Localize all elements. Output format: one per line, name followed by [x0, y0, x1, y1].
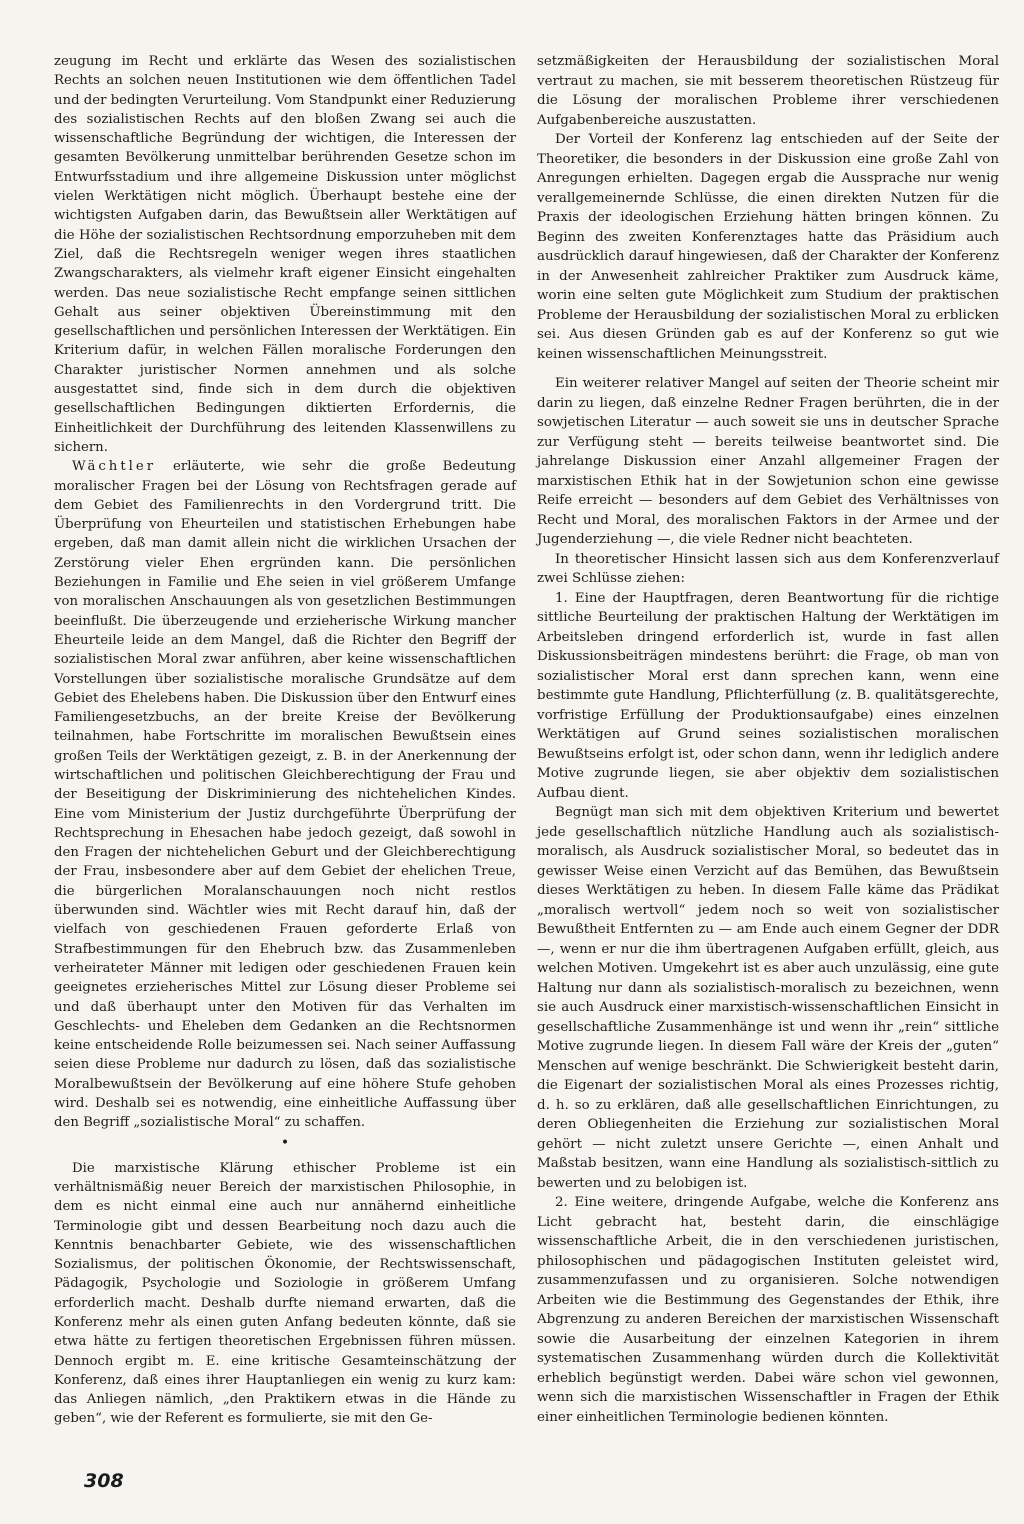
paragraph: In theoretischer Hinsicht lassen sich aus dem Konferenzverlauf zwei Schlüsse ziehen: [537, 551, 999, 586]
paragraph: Ein weiterer relativer Mangel auf seiten der Theorie scheint mir darin zu liegen, daß einzelne Redner Fragen berührten, die in der sowjetischen Literatur — auch soweit sie uns in deutscher Sprache zur Verfügung steht — bereits teilweise beantwortet sind. Die jahrelange Diskussion einer Anzahl allgemeiner Fragen der marxistischen Ethik hat in der Sowjetunion schon eine gewisse Reife erreicht — besonders auf dem Gebiet des Verhältnisses von Recht und Moral, des moralischen Faktors in der Armee und der Jugenderziehung —, die viele Redner nicht beachteten. [537, 376, 999, 547]
paragraph: zeugung im Recht und erklärte das Wesen des sozialistischen Rechts an solchen neuen Institutionen wie dem öffentlichen Tadel und der bedingten Verurteilung. Vom Standpunkt einer Reduzierung des sozialistischen Rechts auf den bloßen Zwang sei auch die wissenschaftliche Begründung der wichtigen, die Interessen der gesamten Bevölkerung unmittelbar berührenden Gesetze schon im Entwurfsstadium und ihre allgemeine Diskussion unter möglichst vielen Werktätigen nicht möglich. Überhaupt bestehe eine der wichtigsten Aufgaben darin, das Bewußtsein aller Werktätigen auf die Höhe der sozialistischen Rechtsordnung emporzuheben mit dem Ziel, daß die Rechtsregeln weniger wegen ihres staatlichen Zwangscharakters, als vielmehr kraft eigener Einsicht eingehalten werden. Das neue sozialistische Recht empfange seinen sittlichen Gehalt aus seiner objektiven Übereinstimmung mit den gesellschaftlichen und persönlichen Interessen der Werktätigen. Ein Kriterium dafür, in welchen Fällen moralische Forderungen den Charakter juristischer Normen annehmen und als solche ausgestattet sind, finde sich in dem durch die objektiven gesellschaftlichen Bedingungen diktierten Erfordernis, die Einheitlichkeit der Durchführung des leitenden Klassenwillens zu sichern. [54, 54, 516, 455]
section-separator: • [280, 1134, 290, 1151]
page-number: 308 [84, 1470, 124, 1492]
left-column [54, 52, 516, 1429]
right-column [537, 52, 999, 1427]
paragraph: 1. Eine der Hauptfragen, deren Beantwortung für die richtige sittliche Beurteilung der praktischen Haltung der Werktätigen im Arbeitsleben dringend erforderlich ist, wurde in fast allen Diskussionsbeiträgen mindestens berührt: die Frage, ob man von sozialistischer Moral erst dann sprechen kann, wenn eine bestimmte gute Handlung, Pflichterfüllung (z. B. qualitätsgerechte, vorfristige Erfüllung der Produktionsaufgabe) eines einzelnen Werktätigen auf Grund seines sozialistischen moralischen Bewußtseins erfolgt ist, oder schon dann, wenn ihr lediglich andere Motive zugrunde liegen, sie aber objektiv dem sozialistischen Aufbau dient. [537, 590, 999, 801]
paragraph-text: erläuterte, wie sehr die große Bedeutung moralischer Fragen bei der Lösung von Rechtsfragen gerade auf dem Gebiet des Familienrechts in den Vordergrund tritt. Die Überprüfung von Eheurteilen und statistischen Erhebungen habe ergeben, daß man damit allein nicht die wirklichen Ursachen der Zerstörung vieler Ehen ergründen kann. Die persönlichen Beziehungen in Familie und Ehe seien in viel größerem Umfange von moralischen Anschauungen als von gesetzlichen Bestimmungen beeinflußt. Die überzeugende und erzieherische Wirkung mancher Eheurteile leide an dem Mangel, daß die Richter den Begriff der sozialistischen Moral zwar anführen, aber keine wissenschaftlichen Vorstellungen über sozialistische moralische Grundsätze auf dem Gebiet des Ehelebens haben. Die Diskussion über den Entwurf eines Familiengesetzbuchs, an der breite Kreise der Bevölkerung teilnahmen, habe Fortschritte im moralischen Bewußtsein eines großen Teils der Werktätigen gezeigt, z. B. in der Anerkennung der wirtschaftlichen und politischen Gleichberechtigung der Frau und der Beseitigung der Diskriminierung des nichtehelichen Kindes. Eine vom Ministerium der Justiz durchgeführte Überprüfung der Rechtsprechung in Ehesachen habe jedoch gezeigt, daß sowohl in den Fragen der nichtehelichen Geburt und der Gleichberechtigung der Frau, insbesondere aber auf dem Gebiet der ehelichen Treue, die bürgerlichen Moralanschauungen noch nicht restlos überwunden sind. Wächtler wies mit Recht darauf hin, daß der vielfach von geschiedenen Frauen geforderte Erlaß von Strafbestimmungen für den Ehebruch bzw. das Zusammenleben verheirateter Männer mit ledigen oder geschiedenen Frauen kein geeignetes erzieherisches Mittel zur Lösung dieser Probleme sei und daß überhaupt unter den Motiven für das Verhalten im Geschlechts- und Eheleben dem Gedanken an die Rechtsnormen keine entscheidende Rolle beizumessen sei. Nach seiner Auffassung seien diese Probleme nur dadurch zu lösen, daß das sozialistische Moralbewußtsein der Bevölkerung auf eine höhere Stufe gehoben wird. Deshalb sei es notwendig, eine einheitliche Auffassung über den Begriff „sozialistische Moral“ zu schaffen. [54, 459, 516, 1131]
paragraph: Begnügt man sich mit dem objektiven Kriterium und bewertet jede gesellschaftlich nützliche Handlung auch als sozialistisch-moralisch, als Ausdruck sozialistischer Moral, so bedeutet das in gewisser Weise einen Verzicht auf das Bemühen, das Bewußtsein dieses Werktätigen zu heben. In diesem Falle käme das Prädikat „moralisch wertvoll“ jedem noch so weit von sozialistischer Bewußtheit Entfernten zu — am Ende auch einem Gegner der DDR —, wenn er nur die ihm übertragenen Aufgaben erfüllt, gleich, aus welchen Motiven. Umgekehrt ist es aber auch unzulässig, eine gute Haltung nur dann als sozialistisch-moralisch zu bezeichnen, wenn sie auch Ausdruck einer marxistisch-wissenschaftlichen Einsicht in gesellschaftliche Zusammenhänge ist und wenn ihr „rein“ sittliche Motive zugrunde liegen. In diesem Fall wäre der Kreis der „guten“ Menschen auf wenige beschränkt. Die Schwierigkeit besteht darin, die Eigenart der sozialistischen Moral als eines Prozesses richtig, d. h. so zu erklären, daß alle gesellschaftlichen Einrichtungen, zu deren Obliegenheiten die Erziehung zur sozialistischen Moral gehört — nicht zuletzt unsere Gerichte —, einen Anhalt und Maßstab besitzen, wann eine Handlung als sozialistisch-sittlich zu bewerten und zu belobigen ist. [537, 805, 999, 1191]
paragraph: 2. Eine weitere, dringende Aufgabe, welche die Konferenz ans Licht gebracht hat, besteht darin, die einschlägige wissenschaftliche Arbeit, die in den verschiedenen juristischen, philosophischen und pädagogischen Instituten geleistet wird, zusammenzufassen und zu organisieren. Solche notwendigen Arbeiten wie die Bestimmung des Gegenstandes der Ethik, ihre Abgrenzung zu anderen Bereichen der marxistischen Wissenschaft sowie die Ausarbeitung der einzelnen Kategorien in ihrem systematischen Zusammenhang würden durch die Kollektivität erheblich begünstigt werden. Dabei wäre schon viel gewonnen, wenn sich die marxistischen Wissenschaftler in Fragen der Ethik einer einheitlichen Terminologie bedienen könnten. [537, 1195, 999, 1425]
paragraph: setzmäßigkeiten der Herausbildung der sozialistischen Moral vertraut zu machen, sie mit besserem theoretischen Rüstzeug für die Lösung der moralischen Probleme ihrer verschiedenen Aufgabenbereiche auszustatten. [537, 54, 999, 128]
paragraph: Der Vorteil der Konferenz lag entschieden auf der Seite der Theoretiker, die besonders in der Diskussion eine große Zahl von Anregungen erhielten. Dagegen ergab die Aussprache nur wenig verallgemeinernde Schlüsse, die einen direkten Nutzen für die Praxis der ideologischen Erziehung hätten bringen können. Zu Beginn des zweiten Konferenztages hatte das Präsidium auch ausdrücklich darauf hingewiesen, daß der Charakter der Konferenz in der Anwesenheit zahlreicher Praktiker zum Ausdruck käme, worin eine selten gute Möglichkeit zum Studium der praktischen Probleme der Herausbildung der sozialistischen Moral zu erblicken sei. Aus diesen Gründen gab es auf der Konferenz so gut wie keinen wissenschaftlichen Meinungsstreit. [537, 132, 999, 362]
speaker-name: Wächtler [72, 459, 157, 475]
paragraph: Die marxistische Klärung ethischer Probleme ist ein verhältnismäßig neuer Bereich der marxistischen Philosophie, in dem es nicht einmal eine auch nur annähernd einheitliche Terminologie gibt und dessen Bearbeitung noch dazu auch die Kenntnis benachbarter Gebiete, wie des wissenschaftlichen Sozialismus, der politischen Ökonomie, der Rechtswissenschaft, Pädagogik, Psychologie und Soziologie in größerem Umfang erforderlich macht. Deshalb durfte niemand erwarten, daß die Konferenz mehr als einen guten Anfang bedeuten könnte, daß sie etwa hätte zu fertigen theoretischen Ergebnissen führen müssen. Dennoch ergibt m. E. eine kritische Gesamteinschätzung der Konferenz, daß eines ihrer Hauptanliegen ein wenig zu kurz kam: das Anliegen nämlich, „den Praktikern etwas in die Hände zu geben“, wie der Referent es formulierte, sie mit den Ge- [54, 1160, 516, 1427]
paragraph [54, 457, 516, 1132]
